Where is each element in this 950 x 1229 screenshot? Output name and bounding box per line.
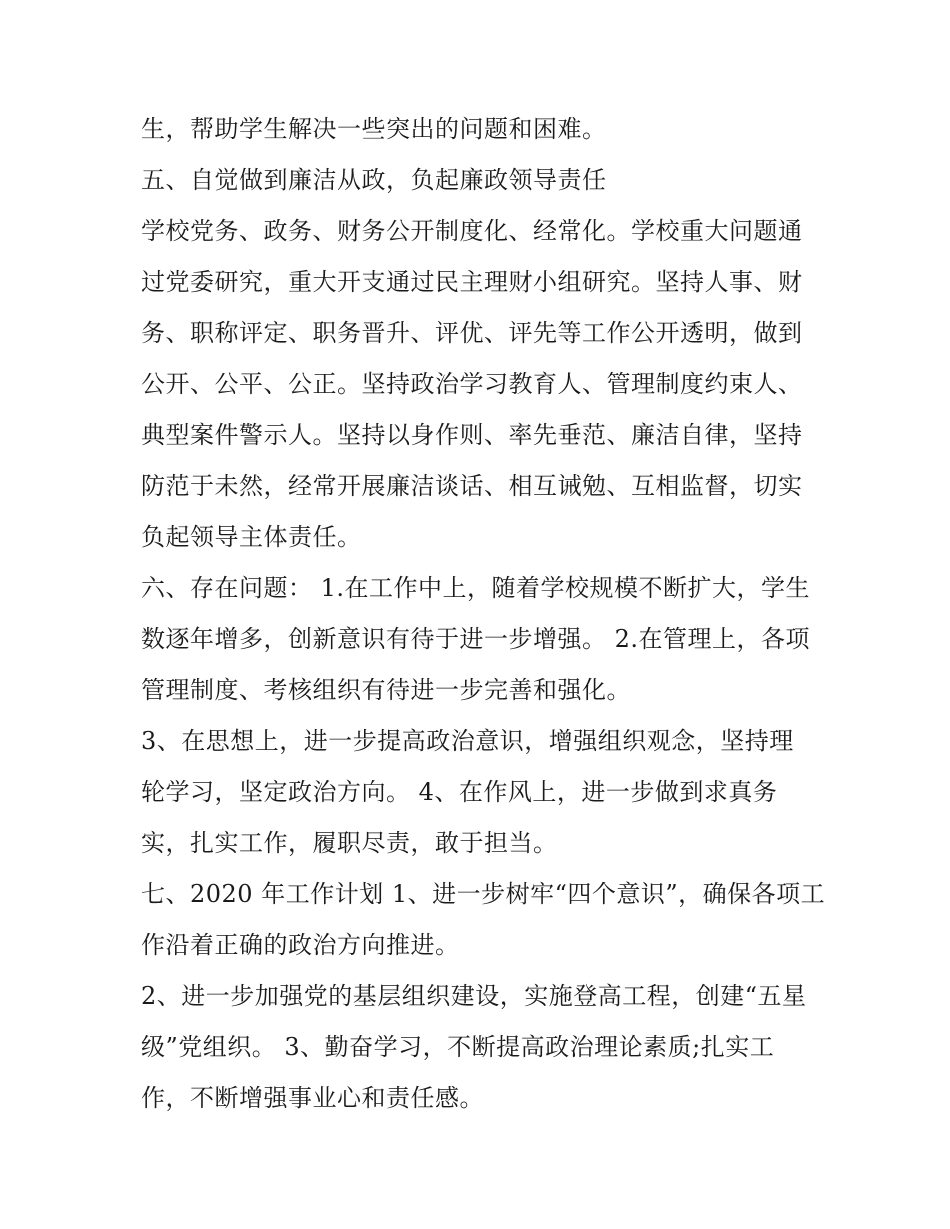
text-line: 生，帮助学生解决一些突出的问题和困难。	[141, 115, 607, 143]
text-line: 作，不断增强事业心和责任感。	[141, 1084, 484, 1112]
section-heading: 六、存在问题： 1.在工作中上，随着学校规模不断扩大，学生	[141, 574, 811, 602]
text-line: 级”党组织。 3、勤奋学习，不断提高政治理论素质;扎实工	[141, 1033, 775, 1061]
text-line: 防范于未然，经常开展廉洁谈话、相互诫勉、互相监督，切实	[141, 472, 803, 500]
text-line: 作沿着正确的政治方向推进。	[141, 931, 460, 959]
text-line: 管理制度、考核组织有待进一步完善和强化。	[141, 676, 631, 704]
text-line: 负起领导主体责任。	[141, 523, 362, 551]
text-line: 数逐年增多，创新意识有待于进一步增强。 2.在管理上，各项	[141, 625, 811, 653]
text-line: 公开、公平、公正。坚持政治学习教育人、管理制度约束人、	[141, 370, 803, 398]
text-line: 务、职称评定、职务晋升、评优、评先等工作公开透明，做到	[141, 319, 803, 347]
text-line: 实，扎实工作，履职尽责，敢于担当。	[141, 829, 558, 857]
text-line: 学校党务、政务、财务公开制度化、经常化。学校重大问题通	[141, 217, 803, 245]
text-line: 过党委研究，重大开支通过民主理财小组研究。坚持人事、财	[141, 268, 803, 296]
text-line: 2、进一步加强党的基层组织建设，实施登高工程，创建“五星	[141, 982, 807, 1010]
text-line: 3、在思想上，进一步提高政治意识，增强组织观念，坚持理	[141, 727, 794, 755]
section-heading: 五、自觉做到廉洁从政，负起廉政领导责任	[141, 166, 607, 194]
text-line: 轮学习，坚定政治方向。 4、在作风上，进一步做到求真务	[141, 778, 778, 806]
section-heading: 七、2020 年工作计划 1、进一步树牢“四个意识”，确保各项工	[141, 880, 826, 908]
text-line: 典型案件警示人。坚持以身作则、率先垂范、廉洁自律，坚持	[141, 421, 803, 449]
document-body	[141, 104, 826, 1124]
